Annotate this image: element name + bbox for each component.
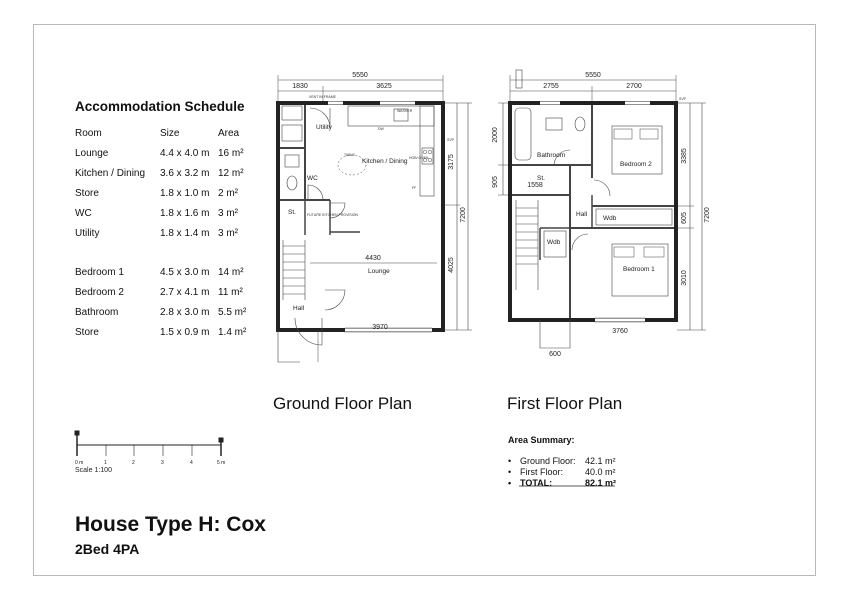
ground-floor-plan-title: Ground Floor Plan xyxy=(273,394,412,413)
dim-side-a: 2000 xyxy=(492,127,499,143)
hob-ring xyxy=(428,158,432,162)
schedule-size: 1.8 x 1.0 m xyxy=(160,188,210,199)
schedule-header-area: Area xyxy=(218,128,240,139)
area-label: First Floor: xyxy=(520,467,564,477)
room-wardrobe-label: Wdb xyxy=(603,215,617,222)
pillow xyxy=(614,247,634,257)
dim-bottom-width: 3970 xyxy=(372,324,388,331)
schedule-area: 16 m² xyxy=(218,148,244,159)
scale-tick-label: 1 xyxy=(104,460,107,466)
door-swing xyxy=(308,185,323,200)
kitchen-worktop-top xyxy=(348,106,434,126)
dim-side-overall: 7200 xyxy=(704,207,711,223)
note-future-kitchen: FUTURE KITCHEN PROVISION xyxy=(307,213,358,217)
dim-side-overall: 7200 xyxy=(460,207,467,223)
door-swing xyxy=(594,180,610,196)
schedule-room: Bedroom 1 xyxy=(75,267,124,278)
area-summary-total-row xyxy=(508,478,617,488)
toilet xyxy=(575,117,585,131)
dim-overall-width: 5550 xyxy=(352,72,368,79)
area-label: Ground Floor: xyxy=(520,456,576,466)
dim-side-c: 3385 xyxy=(681,148,688,164)
room-wc-label: WC xyxy=(307,175,318,182)
pillow xyxy=(614,129,632,139)
front-door-porch xyxy=(278,330,300,362)
room-hall-label: Hall xyxy=(293,305,305,312)
schedule-header-size: Size xyxy=(160,128,180,139)
flue-marker xyxy=(516,70,522,88)
area-value: 82.1 m² xyxy=(585,478,617,488)
ground-floor-plan xyxy=(278,75,472,362)
schedule-size: 1.8 x 1.4 m xyxy=(160,228,210,239)
scale-tick-label: 4 xyxy=(190,460,193,466)
schedule-size: 2.7 x 4.1 m xyxy=(160,287,210,298)
dim-side-b: 905 xyxy=(492,176,499,188)
dim-top-left: 1830 xyxy=(292,83,308,90)
schedule-room: Store xyxy=(75,188,99,199)
dim-side-lower: 4025 xyxy=(448,257,455,273)
room-store-label: St. xyxy=(537,175,545,182)
schedule-header-room: Room xyxy=(75,128,102,139)
scale-tick-label: 2 xyxy=(132,460,135,466)
room-kitchen-label: Kitchen / Dining xyxy=(362,158,408,165)
note-hob: HOB/ OVEN xyxy=(409,156,429,160)
area-summary-row xyxy=(508,456,616,466)
schedule-area: 3 m² xyxy=(218,228,238,239)
bath xyxy=(515,108,531,160)
wc-toilet xyxy=(287,176,297,190)
scale-end-marker xyxy=(75,431,79,435)
room-hall-label: Hall xyxy=(576,211,588,218)
note-fridge: FF xyxy=(412,186,417,190)
room-lounge-label: Lounge xyxy=(368,268,390,275)
schedule-area: 12 m² xyxy=(218,168,244,179)
house-type-title: House Type H: Cox xyxy=(75,513,266,536)
scale-bar xyxy=(75,431,223,456)
wc-basin xyxy=(285,155,299,167)
bullet: • xyxy=(508,467,512,477)
hob-ring xyxy=(423,150,427,154)
pillow xyxy=(644,247,664,257)
schedule-area: 3 m² xyxy=(218,208,238,219)
scale-tick-label: 3 xyxy=(161,460,164,466)
dim-lounge-width: 4430 xyxy=(365,255,381,262)
note-washer: WASHER xyxy=(397,109,413,113)
note-table: TABLE xyxy=(344,153,355,157)
dim-store: 1558 xyxy=(527,182,543,189)
first-floor-plan xyxy=(498,70,706,348)
schedule-title: Accommodation Schedule xyxy=(75,99,245,114)
note-svp: SVP xyxy=(679,97,687,101)
room-wardrobe-label: Wdb xyxy=(547,239,561,246)
schedule-room: Lounge xyxy=(75,148,109,159)
ground-stairs xyxy=(283,240,305,300)
area-summary-row xyxy=(508,467,616,477)
area-value: 42.1 m² xyxy=(585,456,616,466)
bullet: • xyxy=(508,478,512,488)
first-dimension-labels xyxy=(492,72,711,358)
ground-external-walls xyxy=(278,103,443,330)
note-svp: SVP xyxy=(447,138,455,142)
basin xyxy=(546,118,562,130)
schedule-area: 1.4 m² xyxy=(218,327,247,338)
pillow xyxy=(640,129,658,139)
schedule-size: 2.8 x 3.0 m xyxy=(160,307,210,318)
room-bedroom1-label: Bedroom 1 xyxy=(623,266,655,273)
dim-side-e: 3010 xyxy=(681,270,688,286)
schedule-room: WC xyxy=(75,208,92,219)
dim-top-right: 3625 xyxy=(376,83,392,90)
room-store-label: St. xyxy=(288,209,296,216)
schedule-room: Utility xyxy=(75,228,100,239)
schedule-room: Bathroom xyxy=(75,307,119,318)
scale-label: Scale 1:100 xyxy=(75,467,112,474)
dim-side-d: 605 xyxy=(681,212,688,224)
dim-overall-width: 5550 xyxy=(585,72,601,79)
first-floor-plan-title: First Floor Plan xyxy=(507,394,623,413)
schedule-size: 3.6 x 3.2 m xyxy=(160,168,210,179)
schedule-area: 11 m² xyxy=(218,287,243,298)
door-swing xyxy=(325,290,345,310)
schedule-room: Kitchen / Dining xyxy=(75,168,146,179)
schedule-area: 5.5 m² xyxy=(218,307,247,318)
dim-top-right: 2700 xyxy=(626,83,642,90)
scale-tick-labels xyxy=(75,460,225,466)
schedule-area: 14 m² xyxy=(218,267,244,278)
dim-bottom-offset: 600 xyxy=(549,351,561,358)
note-dw: DW xyxy=(378,127,384,131)
room-bedroom2-label: Bedroom 2 xyxy=(620,161,652,168)
ground-dimension-labels xyxy=(292,72,467,331)
dim-side-upper: 3175 xyxy=(448,154,455,170)
first-stairs xyxy=(516,200,538,290)
ground-annotations xyxy=(307,95,455,217)
bay-projection xyxy=(540,320,570,348)
area-value: 40.0 m² xyxy=(585,467,616,477)
scale-tick-label: 0 m xyxy=(75,460,84,466)
room-utility-label: Utility xyxy=(316,124,332,131)
dim-bottom-width: 3760 xyxy=(612,328,628,335)
note-vent-frame: VENT IN FRAME xyxy=(309,95,336,99)
schedule-room: Bedroom 2 xyxy=(75,287,124,298)
schedule-size: 4.5 x 3.0 m xyxy=(160,267,210,278)
house-type-subtitle: 2Bed 4PA xyxy=(75,541,140,557)
utility-washer xyxy=(282,106,302,120)
scale-tick-label: 5 m xyxy=(217,460,226,466)
area-label: TOTAL: xyxy=(520,478,553,488)
schedule-size: 1.5 x 0.9 m xyxy=(160,327,210,338)
first-annotations xyxy=(679,97,687,101)
room-bathroom-label: Bathroom xyxy=(537,152,566,159)
utility-unit xyxy=(282,125,302,141)
schedule-room: Store xyxy=(75,327,99,338)
bullet: • xyxy=(508,456,512,466)
area-summary-title: Area Summary: xyxy=(508,435,575,445)
schedule-size: 4.4 x 4.0 m xyxy=(160,148,210,159)
scale-end-marker xyxy=(219,438,223,442)
dim-top-left: 2755 xyxy=(543,83,559,90)
hob-ring xyxy=(428,150,432,154)
door-swing xyxy=(572,234,588,250)
schedule-area: 2 m² xyxy=(218,188,238,199)
schedule-size: 1.8 x 1.6 m xyxy=(160,208,210,219)
